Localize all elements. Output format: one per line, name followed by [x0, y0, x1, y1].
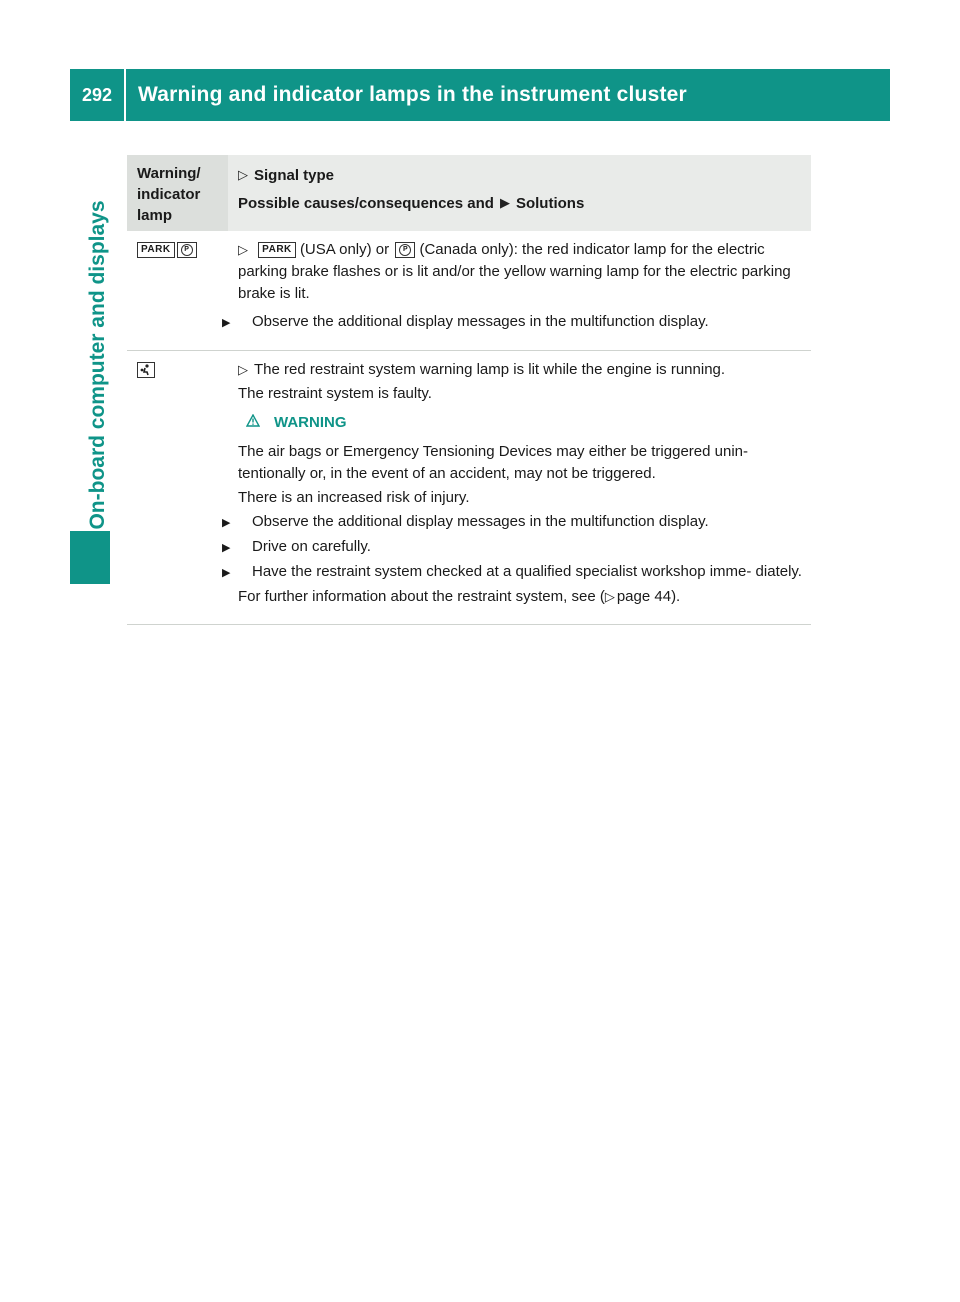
park-brake-icon: PARK	[258, 242, 296, 258]
page-number: 292	[70, 69, 126, 121]
signal-description: ▷ The red restraint system warning lamp is lit while the engine is running.	[238, 361, 726, 378]
side-tab-marker	[70, 531, 110, 584]
header-causes: Possible causes/consequences and	[238, 194, 494, 212]
further-info: For further information about the restraint system, see (▷ page 44).	[238, 588, 681, 605]
table-header	[127, 155, 811, 231]
table-row	[127, 231, 811, 351]
signal-triangle-icon: ▷	[238, 242, 248, 257]
page-header	[70, 69, 890, 121]
lamp-cell	[127, 351, 228, 624]
solution-arrow-icon: ▶	[222, 542, 231, 554]
signal-triangle-icon: ▷	[238, 362, 248, 377]
header-text-column	[228, 155, 811, 231]
parking-brake-circle-icon: P	[177, 242, 197, 258]
risk-text: There is an increased risk of injury.	[238, 489, 470, 506]
header-signal-type: Signal type	[254, 166, 335, 184]
restraint-system-icon	[137, 362, 155, 378]
park-brake-icon: PARK	[137, 242, 175, 258]
page-title: Warning and indicator lamps in the instrument cluster	[138, 83, 687, 106]
solution-arrow-icon: ▶	[222, 317, 231, 329]
solution-arrow-icon: ▶	[222, 567, 231, 579]
solution-step: ▶ Observe the additional display messages in the multifunction display.	[238, 511, 811, 534]
solution-step: ▶ Observe the additional display messages in the multifunction display.	[238, 311, 811, 334]
solution-arrow-icon: ▶	[222, 517, 231, 529]
signal-description: ▷ PARK (USA only) or P (Canada only): the red indicator lamp for the electric parking brake flashes or is lit and/or the yellow warning lamp for the electric parking brake is lit.	[238, 241, 791, 302]
description-cell	[222, 231, 811, 350]
solution-step: ▶ Drive on carefully.	[238, 536, 811, 559]
warning-heading: WARNING	[238, 411, 811, 435]
solution-step: ▶ Have the restraint system checked at a qualified specialist workshop imme- diately.	[238, 561, 811, 584]
cause-text: The restraint system is faulty.	[238, 385, 432, 402]
header-solutions: Solutions	[515, 194, 585, 212]
description-cell	[222, 351, 811, 624]
page-reference-icon: ▷	[604, 589, 615, 604]
solution-arrow-icon: ▶	[499, 195, 510, 210]
warning-triangle-icon	[246, 412, 260, 434]
lamp-cell	[127, 231, 228, 350]
side-tab-label: On-board computer and displays	[86, 200, 109, 530]
warning-lamp-table	[127, 155, 811, 625]
header-lamp-column: Warning/ indicator lamp	[127, 155, 228, 231]
signal-triangle-icon: ▷	[238, 167, 248, 182]
table-row	[127, 351, 811, 625]
warning-text: The air bags or Emergency Tensioning Devices may either be triggered unin- tentionally or, in the event of an accident, may not be triggered.	[238, 443, 748, 482]
parking-brake-circle-icon: P	[395, 242, 415, 258]
page-reference-link[interactable]: page 44	[616, 588, 672, 605]
